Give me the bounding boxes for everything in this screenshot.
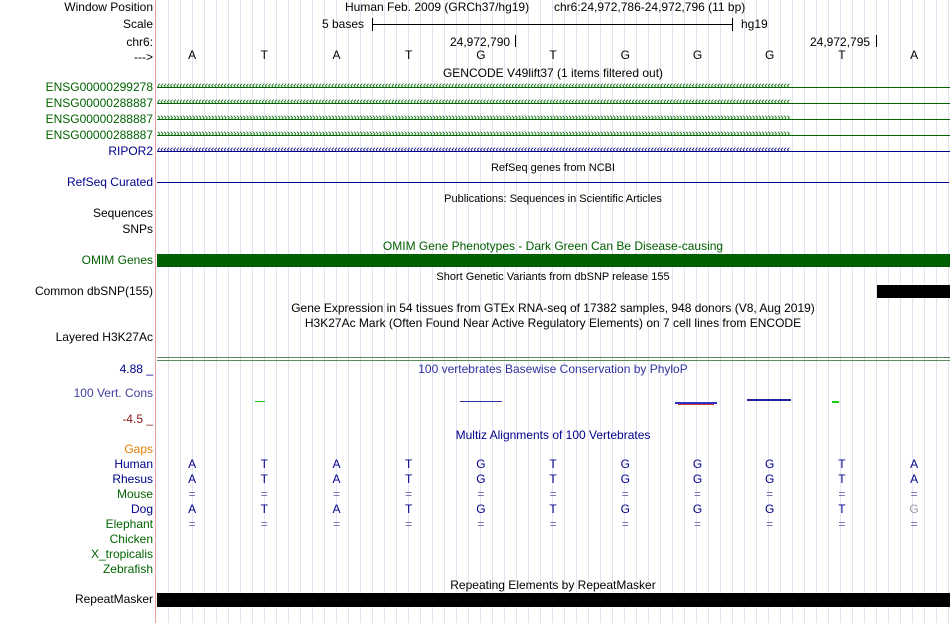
position-text[interactable]: chr6:24,972,786-24,972,796 (11 bp) (554, 0, 746, 14)
multiz-species-label[interactable]: Rhesus (112, 472, 153, 486)
multiz-base: G (620, 457, 630, 471)
multiz-species-label[interactable]: Mouse (116, 487, 153, 501)
assembly-text: Human Feb. 2009 (GRCh37/hg19) (345, 0, 530, 14)
coord-label-2: 24,972,795 (810, 35, 871, 49)
gencode-track-label[interactable]: ENSG00000288887 (45, 112, 153, 126)
multiz-base: G (620, 502, 630, 516)
multiz-base: G (909, 502, 919, 516)
multiz-base: G (765, 472, 775, 486)
multiz-base: G (476, 472, 486, 486)
right-arrows-icon: ›››››››››››››››››››››››››››››››››››››››››››››››››››››››››››››››››››››››››››››››››››››››››››››››››››››››››››››››››››››››››››››››››››››››››››››››››››››››››››››››››››››››››››››››››››››››››››››››››››››››› (157, 128, 790, 140)
base-letter: G (620, 48, 630, 62)
multiz-base: G (692, 472, 703, 486)
scale-bar-right-tick (732, 18, 733, 31)
base-letter: T (549, 48, 557, 62)
phylop-mark-5 (832, 401, 839, 403)
multiz-base: = (405, 487, 413, 501)
dbsnp-label[interactable]: Common dbSNP(155) (34, 284, 153, 298)
base-letter: G (476, 48, 486, 62)
multiz-base: T (838, 502, 846, 516)
multiz-base: G (765, 502, 775, 516)
base-letter: G (765, 48, 775, 62)
multiz-base: A (910, 457, 919, 471)
multiz-species-label[interactable]: Dog (130, 502, 153, 516)
base-letter: T (260, 48, 268, 62)
multiz-base: T (405, 472, 413, 486)
multiz-base: = (549, 487, 557, 501)
snps-label[interactable]: SNPs (122, 222, 153, 236)
dbsnp-title: Short Genetic Variants from dbSNP release 155 (436, 271, 670, 283)
gencode-title: GENCODE V49lift37 (1 items filtered out) (442, 66, 664, 80)
multiz-species-label[interactable]: Elephant (105, 517, 153, 531)
multiz-base: = (621, 487, 629, 501)
scale-label: Scale (122, 17, 153, 31)
multiz-title: Multiz Alignments of 100 Vertebrates (455, 428, 651, 442)
multiz-base: = (188, 517, 196, 531)
left-arrows-icon: ‹‹‹‹‹‹‹‹‹‹‹‹‹‹‹‹‹‹‹‹‹‹‹‹‹‹‹‹‹‹‹‹‹‹‹‹‹‹‹‹‹‹‹‹‹‹‹‹‹‹‹‹‹‹‹‹‹‹‹‹‹‹‹‹‹‹‹‹‹‹‹‹‹‹‹‹‹‹‹‹‹‹‹‹‹‹‹‹‹‹‹‹‹‹‹‹‹‹‹‹‹‹‹‹‹‹‹‹‹‹‹‹‹‹‹‹‹‹‹‹‹‹‹‹‹‹‹‹‹‹‹‹‹‹‹‹‹‹‹‹‹‹‹‹‹‹‹‹‹‹‹‹‹‹‹‹‹‹‹‹‹‹‹‹‹‹‹‹‹‹‹‹‹‹‹‹‹‹‹‹‹‹‹‹‹‹‹‹‹‹‹‹‹‹‹‹‹‹‹‹ (157, 96, 790, 108)
multiz-base: T (838, 472, 846, 486)
h3k27ac-title: H3K27Ac Mark (Often Found Near Active Regulatory Elements) on 7 cell lines from ENCODE (304, 316, 802, 330)
chrom-label: chr6: (126, 35, 153, 49)
multiz-base: = (838, 517, 846, 531)
multiz-base: = (910, 517, 918, 531)
multiz-base: = (766, 517, 774, 531)
left-arrows-icon: ‹‹‹‹‹‹‹‹‹‹‹‹‹‹‹‹‹‹‹‹‹‹‹‹‹‹‹‹‹‹‹‹‹‹‹‹‹‹‹‹‹‹‹‹‹‹‹‹‹‹‹‹‹‹‹‹‹‹‹‹‹‹‹‹‹‹‹‹‹‹‹‹‹‹‹‹‹‹‹‹‹‹‹‹‹‹‹‹‹‹‹‹‹‹‹‹‹‹‹‹‹‹‹‹‹‹‹‹‹‹‹‹‹‹‹‹‹‹‹‹‹‹‹‹‹‹‹‹‹‹‹‹‹‹‹‹‹‹‹‹‹‹‹‹‹‹‹‹‹‹‹‹‹‹‹‹‹‹‹‹‹‹‹‹‹‹‹‹‹‹‹‹‹‹‹‹‹‹‹‹‹‹‹‹‹‹‹‹‹‹‹‹‹‹‹‹‹‹‹‹ (157, 80, 790, 92)
phylop-title: 100 vertebrates Basewise Conservation by PhyloP (418, 362, 688, 376)
multiz-base: T (549, 472, 557, 486)
multiz-base: G (765, 457, 775, 471)
base-letter: A (188, 48, 197, 62)
repeatmasker-label[interactable]: RepeatMasker (74, 592, 153, 606)
multiz-base: = (693, 517, 701, 531)
base-letter: T (405, 48, 413, 62)
db-text: hg19 (741, 17, 768, 31)
multiz-base: G (476, 502, 486, 516)
multiz-base: T (260, 457, 268, 471)
multiz-base: = (910, 487, 918, 501)
h3k27ac-baseline (157, 357, 950, 361)
multiz-base: G (692, 502, 703, 516)
gencode-track-label[interactable]: ENSG00000288887 (45, 128, 153, 142)
multiz-base: T (260, 472, 268, 486)
coord-tick-2 (876, 35, 877, 47)
scale-bar-left-tick (372, 18, 373, 31)
multiz-base: T (549, 502, 557, 516)
multiz-base: = (405, 517, 413, 531)
multiz-species-label[interactable]: Chicken (109, 532, 153, 546)
base-letter: T (838, 48, 846, 62)
phylop-label[interactable]: 100 Vert. Cons (73, 386, 153, 400)
multiz-base: T (405, 502, 413, 516)
multiz-base: T (260, 502, 268, 516)
base-letter: A (332, 48, 341, 62)
multiz-base: T (405, 457, 413, 471)
scale-bar (372, 24, 732, 25)
multiz-base: = (332, 487, 340, 501)
repeatmasker-feature-bar[interactable] (157, 593, 950, 607)
multiz-base: = (766, 487, 774, 501)
publications-title: Publications: Sequences in Scientific Articles (444, 193, 662, 205)
multiz-base: = (477, 487, 485, 501)
multiz-base: A (188, 457, 197, 471)
right-arrows-icon: ›››››››››››››››››››››››››››››››››››››››››››››››››››››››››››››››››››››››››››››››››››››››››››››››››››››››››››››››››››››››››››››››››››››››››››››››››››››››››››››››››››››››››››››››››››››››››››››››››››››››› (157, 112, 790, 124)
omim-title: OMIM Gene Phenotypes - Dark Green Can Be Disease-causing (382, 239, 724, 253)
coord-label-1: 24,972,790 (450, 35, 511, 49)
multiz-species-label[interactable]: Zebrafish (102, 562, 153, 576)
gtex-title: Gene Expression in 54 tissues from GTEx RNA-seq of 17382 samples, 948 donors (V8, Aug 2019) (291, 301, 815, 315)
gencode-track-label[interactable]: ENSG00000299278 (45, 80, 153, 94)
multiz-base: A (332, 502, 341, 516)
phylop-mark-3b (678, 404, 714, 405)
omim-label[interactable]: OMIM Genes (81, 253, 153, 267)
multiz-base: = (188, 487, 196, 501)
gaps-label[interactable]: Gaps (124, 442, 153, 456)
phylop-min: -4.5 _ (122, 412, 153, 426)
multiz-base: = (838, 487, 846, 501)
multiz-base: = (260, 517, 268, 531)
multiz-base: A (332, 457, 341, 471)
strand-label: ---> (134, 50, 153, 64)
refseq-feature-line[interactable] (157, 182, 949, 183)
multiz-base: A (188, 472, 197, 486)
multiz-base: A (332, 472, 341, 486)
gencode-track-label[interactable]: ENSG00000288887 (45, 96, 153, 110)
multiz-species-label[interactable]: X_tropicalis (90, 547, 153, 561)
publications-label[interactable]: Sequences (92, 206, 153, 220)
base-letter: A (910, 48, 919, 62)
phylop-mark-4 (747, 399, 791, 401)
scale-text: 5 bases (322, 17, 365, 31)
refseq-title: RefSeq genes from NCBI (490, 162, 616, 174)
multiz-base: G (476, 457, 486, 471)
multiz-base: T (838, 457, 846, 471)
multiz-base: = (693, 487, 701, 501)
multiz-base: A (910, 472, 919, 486)
phylop-max: 4.88 _ (119, 362, 153, 376)
multiz-base: = (549, 517, 557, 531)
multiz-base: G (620, 472, 630, 486)
left-arrows-icon: ‹‹‹‹‹‹‹‹‹‹‹‹‹‹‹‹‹‹‹‹‹‹‹‹‹‹‹‹‹‹‹‹‹‹‹‹‹‹‹‹‹‹‹‹‹‹‹‹‹‹‹‹‹‹‹‹‹‹‹‹‹‹‹‹‹‹‹‹‹‹‹‹‹‹‹‹‹‹‹‹‹‹‹‹‹‹‹‹‹‹‹‹‹‹‹‹‹‹‹‹‹‹‹‹‹‹‹‹‹‹‹‹‹‹‹‹‹‹‹‹‹‹‹‹‹‹‹‹‹‹‹‹‹‹‹‹‹‹‹‹‹‹‹‹‹‹‹‹‹‹‹‹‹‹‹‹‹‹‹‹‹‹‹‹‹‹‹‹‹‹‹‹‹‹‹‹‹‹‹‹‹‹‹‹‹‹‹‹‹‹‹‹‹‹‹‹‹‹‹‹ (157, 144, 790, 156)
window-position-label: Window Position (64, 0, 153, 14)
multiz-base: = (332, 517, 340, 531)
multiz-base: = (477, 517, 485, 531)
phylop-mark-2 (460, 401, 502, 402)
gencode-track-label[interactable]: RIPOR2 (108, 144, 153, 158)
repeatmasker-title: Repeating Elements by RepeatMasker (450, 578, 656, 592)
dbsnp-feature-bar[interactable] (877, 285, 950, 298)
multiz-base: T (549, 457, 557, 471)
multiz-base: = (260, 487, 268, 501)
coord-tick-1 (515, 35, 516, 47)
multiz-base: = (621, 517, 629, 531)
h3k27ac-label[interactable]: Layered H3K27Ac (55, 330, 153, 344)
base-letter: G (692, 48, 703, 62)
multiz-base: A (188, 502, 197, 516)
multiz-species-label[interactable]: Human (114, 457, 153, 471)
phylop-mark-1 (255, 401, 265, 402)
omim-feature-bar[interactable] (157, 254, 950, 267)
multiz-base: G (692, 457, 703, 471)
refseq-label[interactable]: RefSeq Curated (66, 175, 153, 189)
